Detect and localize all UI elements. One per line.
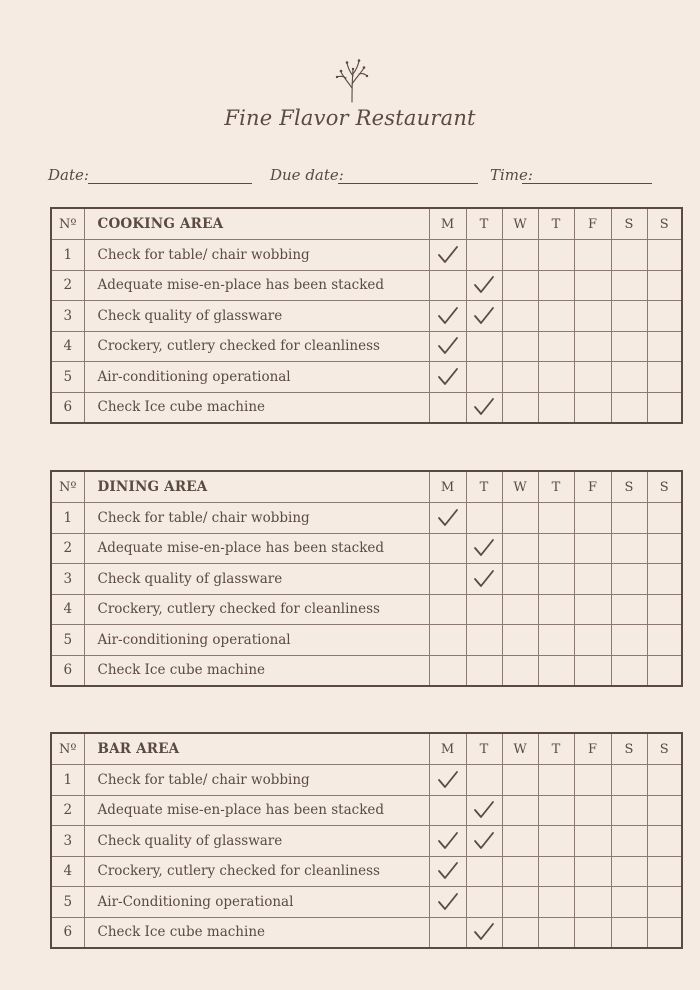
due-date-label: Due date: [270,166,344,184]
day-check-cell[interactable] [647,917,682,948]
day-check-cell[interactable] [429,503,466,534]
dining-area-table [50,470,683,687]
row-number: 5 [51,362,84,393]
table-row [51,301,682,332]
checkmark-icon [437,336,459,356]
time-label: Time: [490,166,533,184]
day-check-cell[interactable] [611,856,647,887]
table-row [51,625,682,656]
day-header: S [647,208,682,240]
day-check-cell[interactable] [647,887,682,918]
number-header: Nº [51,471,84,503]
day-check-cell[interactable] [574,270,611,301]
day-check-cell[interactable] [466,392,502,423]
task-label: Adequate mise-en-place has been stacked [84,270,429,301]
day-check-cell[interactable] [429,270,466,301]
day-check-cell[interactable] [647,240,682,271]
day-check-cell[interactable] [538,655,574,686]
day-check-cell[interactable] [429,301,466,332]
table-row [51,362,682,393]
row-number: 6 [51,655,84,686]
day-check-cell[interactable] [574,564,611,595]
day-check-cell[interactable] [538,887,574,918]
day-check-cell[interactable] [466,301,502,332]
day-check-cell[interactable] [611,362,647,393]
day-check-cell[interactable] [647,625,682,656]
task-label: Check for table/ chair wobbing [84,503,429,534]
due-date-field[interactable] [270,166,478,188]
day-check-cell[interactable] [429,887,466,918]
day-header: T [538,733,574,765]
task-label: Check Ice cube machine [84,392,429,423]
day-header: T [466,733,502,765]
table-row [51,392,682,423]
day-check-cell[interactable] [466,503,502,534]
day-header: S [611,208,647,240]
area-header: COOKING AREA [84,208,429,240]
day-check-cell[interactable] [574,826,611,857]
day-check-cell[interactable] [647,594,682,625]
day-check-cell[interactable] [647,392,682,423]
task-label: Air-Conditioning operational [84,887,429,918]
day-check-cell[interactable] [429,564,466,595]
checkmark-icon [437,770,459,790]
row-number: 1 [51,503,84,534]
task-label: Check quality of glassware [84,826,429,857]
day-check-cell[interactable] [538,826,574,857]
day-check-cell[interactable] [429,655,466,686]
day-check-cell[interactable] [538,856,574,887]
day-check-cell[interactable] [574,331,611,362]
day-check-cell[interactable] [466,331,502,362]
day-check-cell[interactable] [429,856,466,887]
day-check-cell[interactable] [647,795,682,826]
day-check-cell[interactable] [502,795,538,826]
date-line [88,183,252,184]
table-row [51,917,682,948]
day-check-cell[interactable] [647,270,682,301]
row-number: 5 [51,625,84,656]
day-check-cell[interactable] [429,362,466,393]
time-line [522,183,652,184]
day-check-cell[interactable] [538,917,574,948]
day-check-cell[interactable] [466,856,502,887]
day-header: T [466,208,502,240]
checkmark-icon [473,306,495,326]
day-header: S [647,471,682,503]
day-check-cell[interactable] [502,765,538,796]
task-label: Air-conditioning operational [84,362,429,393]
table-row [51,564,682,595]
day-check-cell[interactable] [574,625,611,656]
day-check-cell[interactable] [429,826,466,857]
time-field[interactable] [490,166,652,188]
day-check-cell[interactable] [538,331,574,362]
day-check-cell[interactable] [502,856,538,887]
day-check-cell[interactable] [502,594,538,625]
day-check-cell[interactable] [502,655,538,686]
day-check-cell[interactable] [574,533,611,564]
day-check-cell[interactable] [611,533,647,564]
day-check-cell[interactable] [466,795,502,826]
date-field[interactable] [48,166,252,188]
day-check-cell[interactable] [611,392,647,423]
day-check-cell[interactable] [466,655,502,686]
day-check-cell[interactable] [466,564,502,595]
table-row [51,887,682,918]
task-label: Check for table/ chair wobbing [84,240,429,271]
day-check-cell[interactable] [466,270,502,301]
day-check-cell[interactable] [538,362,574,393]
day-header: W [502,208,538,240]
day-check-cell[interactable] [574,655,611,686]
table-row [51,655,682,686]
area-header: DINING AREA [84,471,429,503]
row-number: 2 [51,270,84,301]
row-number: 4 [51,856,84,887]
day-header: F [574,471,611,503]
day-header: S [647,733,682,765]
day-check-cell[interactable] [611,503,647,534]
day-check-cell[interactable] [538,765,574,796]
row-number: 3 [51,301,84,332]
row-number: 6 [51,392,84,423]
day-check-cell[interactable] [574,887,611,918]
day-header: W [502,733,538,765]
day-check-cell[interactable] [647,533,682,564]
day-check-cell[interactable] [611,270,647,301]
day-check-cell[interactable] [538,301,574,332]
row-number: 1 [51,240,84,271]
day-check-cell[interactable] [502,240,538,271]
day-check-cell[interactable] [466,826,502,857]
day-check-cell[interactable] [502,301,538,332]
task-label: Crockery, cutlery checked for cleanliness [84,331,429,362]
task-label: Check Ice cube machine [84,917,429,948]
day-check-cell[interactable] [429,917,466,948]
day-header: M [429,733,466,765]
day-check-cell[interactable] [429,240,466,271]
day-check-cell[interactable] [502,826,538,857]
day-check-cell[interactable] [538,625,574,656]
day-check-cell[interactable] [647,856,682,887]
day-check-cell[interactable] [538,503,574,534]
day-check-cell[interactable] [466,594,502,625]
table-row [51,795,682,826]
day-check-cell[interactable] [466,362,502,393]
task-label: Crockery, cutlery checked for cleanliness [84,856,429,887]
day-check-cell[interactable] [647,301,682,332]
day-check-cell[interactable] [538,392,574,423]
day-check-cell[interactable] [502,625,538,656]
task-label: Crockery, cutlery checked for cleanliness [84,594,429,625]
row-number: 1 [51,765,84,796]
checkmark-icon [473,800,495,820]
day-check-cell[interactable] [647,826,682,857]
task-label: Check quality of glassware [84,301,429,332]
day-check-cell[interactable] [538,533,574,564]
day-check-cell[interactable] [502,564,538,595]
day-check-cell[interactable] [611,331,647,362]
row-number: 5 [51,887,84,918]
day-check-cell[interactable] [538,240,574,271]
day-header: T [538,471,574,503]
day-header: F [574,208,611,240]
day-check-cell[interactable] [502,270,538,301]
day-check-cell[interactable] [611,795,647,826]
checkmark-icon [437,831,459,851]
task-label: Adequate mise-en-place has been stacked [84,795,429,826]
day-check-cell[interactable] [502,533,538,564]
day-check-cell[interactable] [611,594,647,625]
table-header-row [51,208,682,240]
day-check-cell[interactable] [574,240,611,271]
row-number: 4 [51,331,84,362]
table-row [51,765,682,796]
day-check-cell[interactable] [611,564,647,595]
task-label: Check for table/ chair wobbing [84,765,429,796]
day-check-cell[interactable] [574,917,611,948]
day-check-cell[interactable] [502,503,538,534]
day-check-cell[interactable] [574,362,611,393]
bar-area-table [50,732,683,949]
table-row [51,856,682,887]
day-header: F [574,733,611,765]
task-label: Air-conditioning operational [84,625,429,656]
task-label: Check quality of glassware [84,564,429,595]
day-check-cell[interactable] [538,270,574,301]
checkmark-icon [437,861,459,881]
table-row [51,270,682,301]
table-row [51,503,682,534]
day-header: T [466,471,502,503]
table-row [51,331,682,362]
day-header: M [429,208,466,240]
day-check-cell[interactable] [647,503,682,534]
day-check-cell[interactable] [611,917,647,948]
day-check-cell[interactable] [429,625,466,656]
day-check-cell[interactable] [611,301,647,332]
checkmark-icon [437,508,459,528]
day-check-cell[interactable] [611,765,647,796]
row-number: 3 [51,826,84,857]
meta-fields [48,166,652,188]
day-check-cell[interactable] [466,625,502,656]
area-header: BAR AREA [84,733,429,765]
day-check-cell[interactable] [574,795,611,826]
table-row [51,826,682,857]
due-date-line [338,183,478,184]
day-check-cell[interactable] [429,765,466,796]
day-check-cell[interactable] [502,362,538,393]
day-check-cell[interactable] [647,362,682,393]
day-check-cell[interactable] [538,795,574,826]
row-number: 4 [51,594,84,625]
checkmark-icon [473,397,495,417]
page-title: Fine Flavor Restaurant [224,106,476,130]
day-check-cell[interactable] [574,392,611,423]
task-label: Adequate mise-en-place has been stacked [84,533,429,564]
day-check-cell[interactable] [574,503,611,534]
date-label: Date: [48,166,89,184]
cooking-area-table [50,207,683,424]
day-header: S [611,471,647,503]
row-number: 6 [51,917,84,948]
day-check-cell[interactable] [611,826,647,857]
day-check-cell[interactable] [429,533,466,564]
day-check-cell[interactable] [611,240,647,271]
checkmark-icon [473,275,495,295]
day-check-cell[interactable] [611,655,647,686]
table-row [51,533,682,564]
day-check-cell[interactable] [647,331,682,362]
number-header: Nº [51,208,84,240]
day-check-cell[interactable] [502,887,538,918]
day-check-cell[interactable] [502,331,538,362]
day-header: T [538,208,574,240]
day-check-cell[interactable] [611,625,647,656]
task-label: Check Ice cube machine [84,655,429,686]
day-check-cell[interactable] [502,392,538,423]
day-check-cell[interactable] [466,887,502,918]
day-check-cell[interactable] [466,240,502,271]
table-header-row [51,471,682,503]
day-check-cell[interactable] [466,765,502,796]
checkmark-icon [473,831,495,851]
checkmark-icon [437,245,459,265]
day-header: W [502,471,538,503]
day-check-cell[interactable] [502,917,538,948]
day-check-cell[interactable] [647,564,682,595]
day-header: S [611,733,647,765]
row-number: 3 [51,564,84,595]
day-check-cell[interactable] [466,917,502,948]
day-check-cell[interactable] [574,594,611,625]
day-check-cell[interactable] [538,564,574,595]
day-check-cell[interactable] [574,301,611,332]
table-row [51,594,682,625]
day-header: M [429,471,466,503]
number-header: Nº [51,733,84,765]
day-check-cell[interactable] [574,765,611,796]
checkmark-icon [437,367,459,387]
day-check-cell[interactable] [574,856,611,887]
day-check-cell[interactable] [647,655,682,686]
day-check-cell[interactable] [429,392,466,423]
sprig-logo-icon [334,58,370,104]
checkmark-icon [473,569,495,589]
day-check-cell[interactable] [466,533,502,564]
day-check-cell[interactable] [538,594,574,625]
row-number: 2 [51,533,84,564]
day-check-cell[interactable] [429,594,466,625]
checkmark-icon [437,306,459,326]
row-number: 2 [51,795,84,826]
checkmark-icon [437,892,459,912]
day-check-cell[interactable] [429,795,466,826]
checkmark-icon [473,538,495,558]
day-check-cell[interactable] [611,887,647,918]
table-row [51,240,682,271]
table-header-row [51,733,682,765]
day-check-cell[interactable] [647,765,682,796]
day-check-cell[interactable] [429,331,466,362]
checkmark-icon [473,922,495,942]
